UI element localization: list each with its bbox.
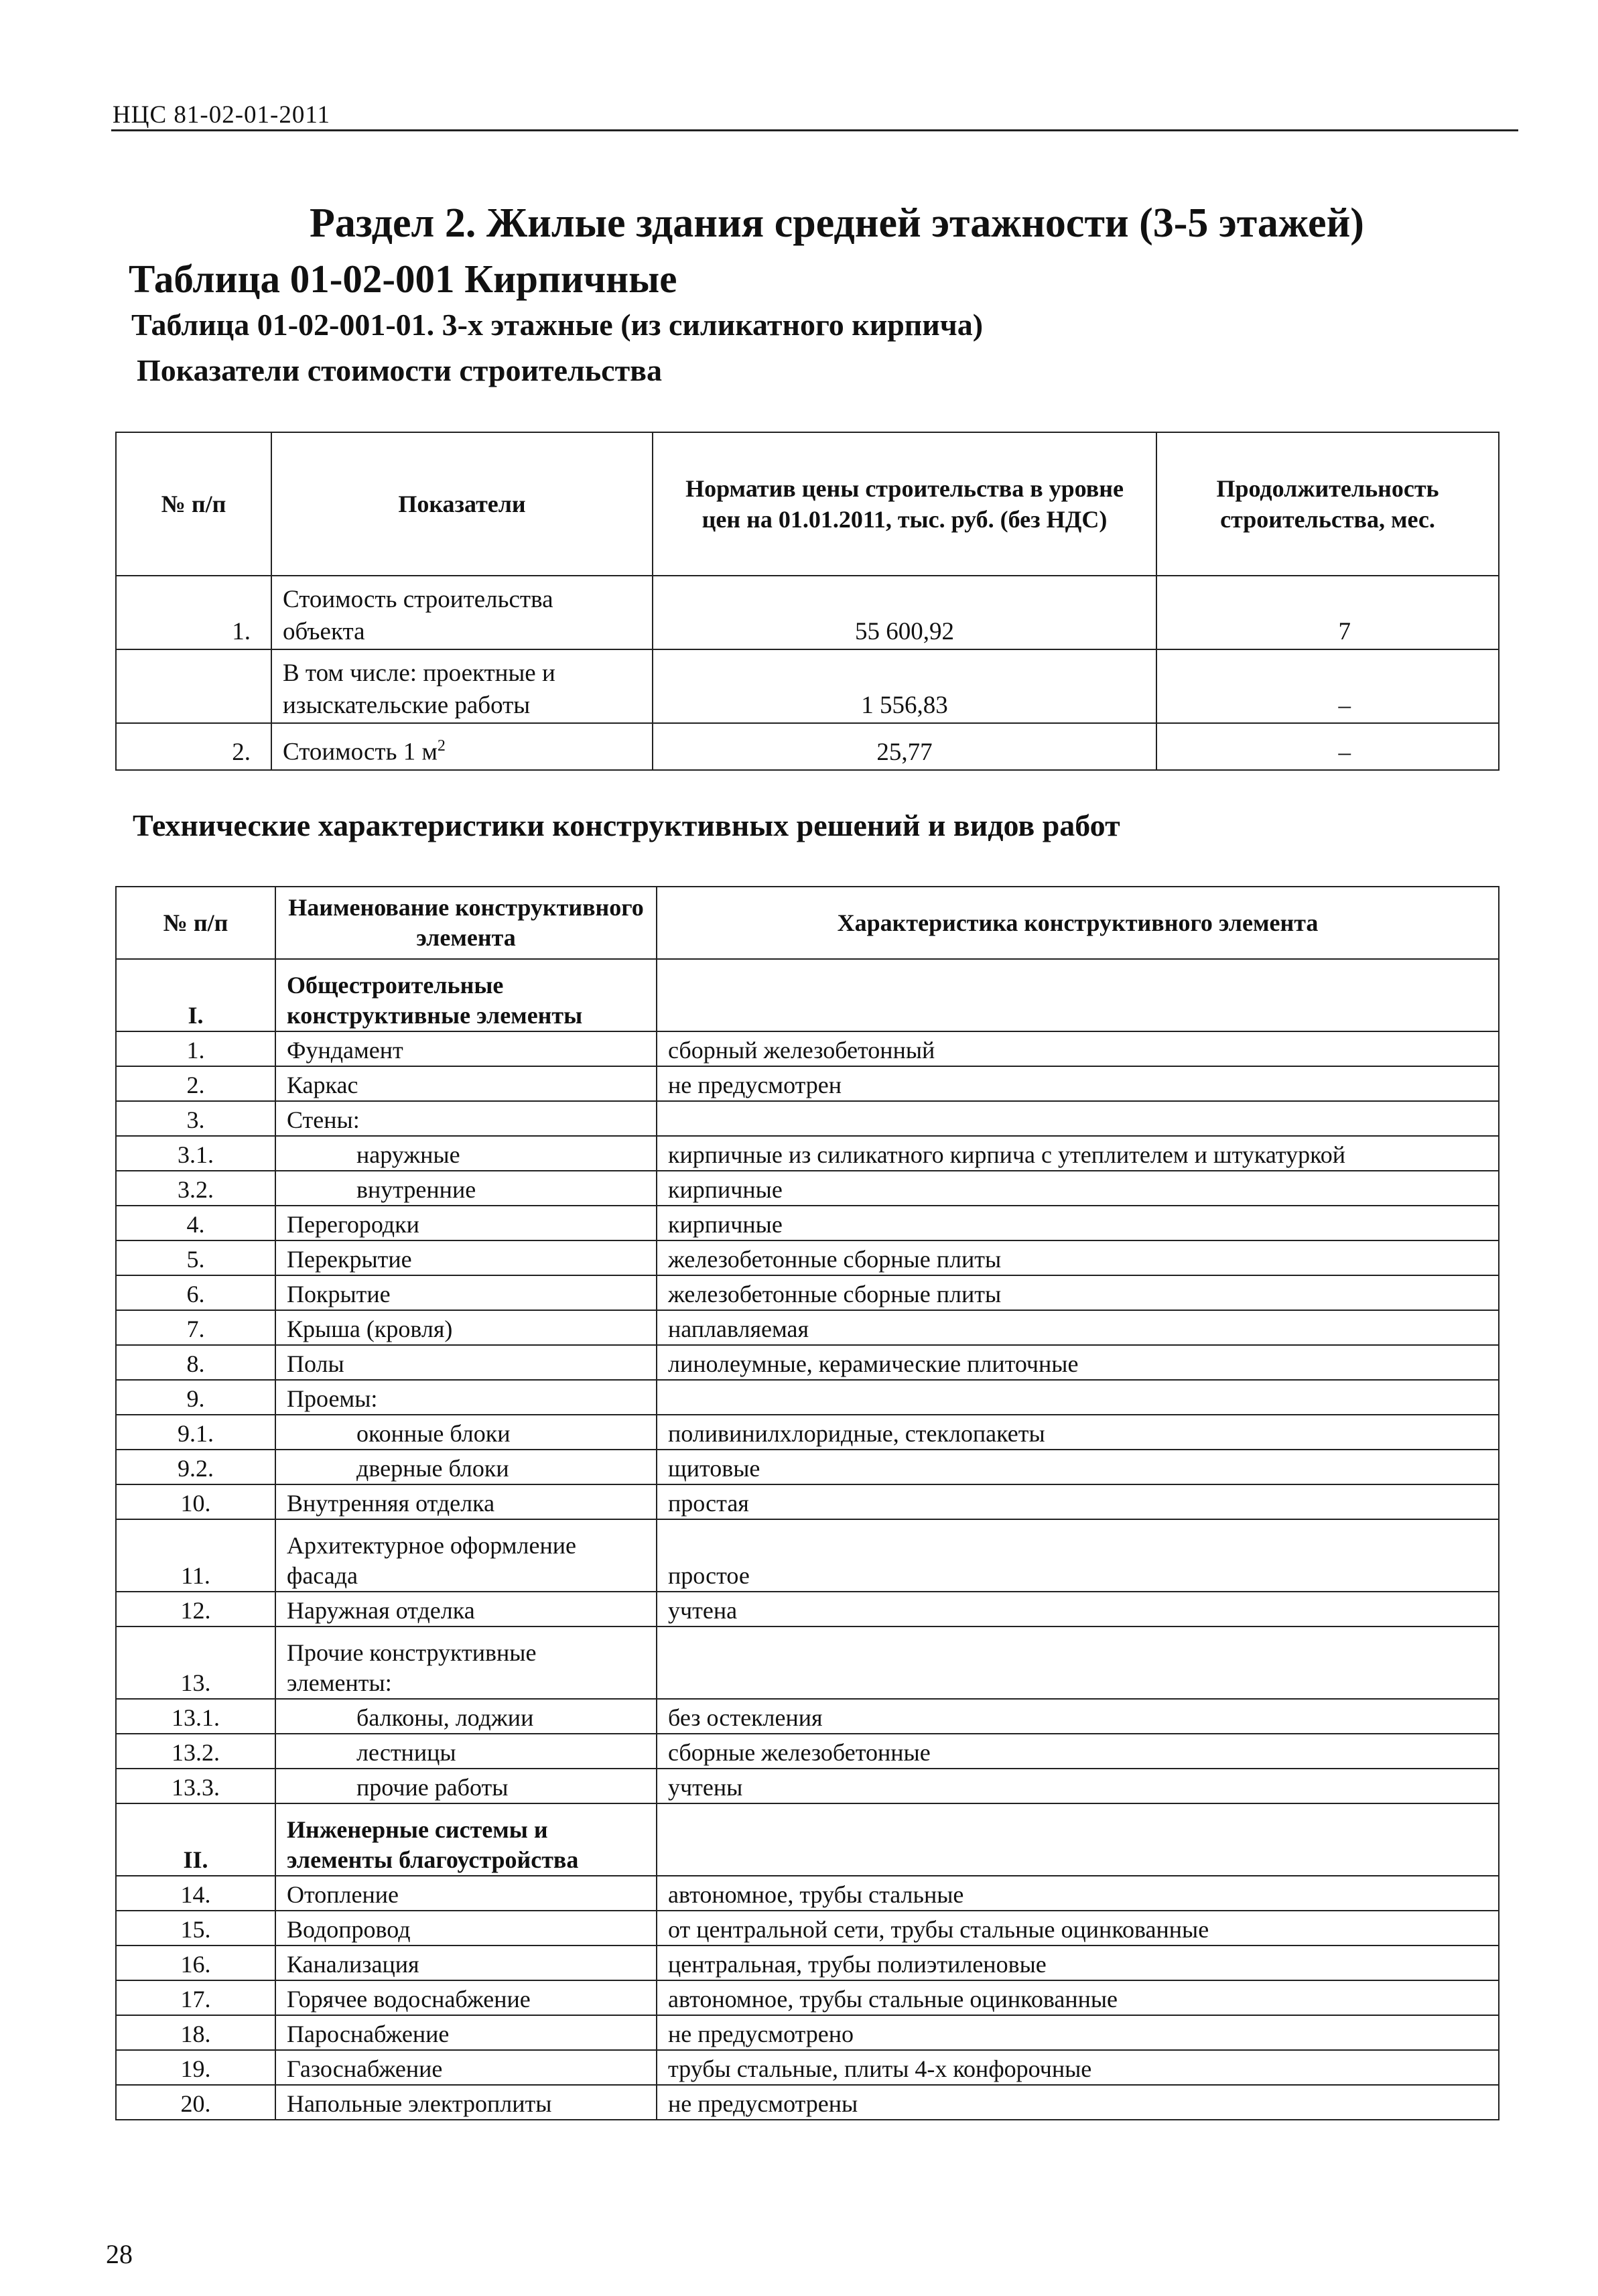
row-element-characteristic: кирпичные	[657, 1171, 1499, 1206]
row-element-name: Отопление	[275, 1876, 657, 1911]
row-num: 13.2.	[116, 1734, 275, 1769]
row-element-characteristic: сборные железобетонные	[657, 1734, 1499, 1769]
row-element-name: Внутренняя отделка	[275, 1484, 657, 1519]
row-element-name: Канализация	[275, 1946, 657, 1980]
row-duration: –	[1156, 723, 1499, 770]
row-num: 12.	[116, 1592, 275, 1627]
row-element-name: Прочие конструктивные элементы:	[275, 1627, 657, 1699]
row-num: 1.	[116, 1031, 275, 1066]
row-element-name: балконы, лоджии	[275, 1699, 657, 1734]
row-element-name: Стены:	[275, 1101, 657, 1136]
table-row	[116, 1031, 1499, 1066]
row-num: 9.	[116, 1380, 275, 1415]
row-element-characteristic: не предусмотрено	[657, 2015, 1499, 2050]
row-element-name: дверные блоки	[275, 1450, 657, 1484]
row-element-name: Каркас	[275, 1066, 657, 1101]
row-element-characteristic: автономное, трубы стальные	[657, 1876, 1499, 1911]
table-row	[116, 1980, 1499, 2015]
table-row	[116, 2015, 1499, 2050]
row-num: 11.	[116, 1519, 275, 1592]
table-row	[116, 1275, 1499, 1310]
document-code: НЦС 81-02-01-2011	[113, 101, 330, 129]
table-row	[116, 2050, 1499, 2085]
row-num: 6.	[116, 1275, 275, 1310]
cost-table-header-row	[116, 432, 1499, 576]
row-num: 20.	[116, 2085, 275, 2120]
row-duration: –	[1156, 649, 1499, 723]
header-element-name: Наименование конструктивного элемента	[275, 887, 657, 959]
row-indicator-text: Стоимость 1 м	[283, 738, 438, 766]
table-row	[116, 2085, 1499, 2120]
row-element-characteristic: без остекления	[657, 1699, 1499, 1734]
table-row	[116, 1380, 1499, 1415]
row-element-characteristic: кирпичные из силикатного кирпича с утеплителем и штукатуркой	[657, 1136, 1499, 1171]
row-indicator: В том числе: проектные и изыскательские работы	[271, 649, 653, 723]
row-element-characteristic: кирпичные	[657, 1206, 1499, 1240]
row-element-name: Водопровод	[275, 1911, 657, 1946]
row-element-name: Инженерные системы и элементы благоустройства	[275, 1803, 657, 1876]
row-element-name: прочие работы	[275, 1769, 657, 1803]
row-num: 3.2.	[116, 1171, 275, 1206]
table-row	[116, 1206, 1499, 1240]
row-num: 1.	[116, 576, 271, 649]
row-duration: 7	[1156, 576, 1499, 649]
row-element-name: Покрытие	[275, 1275, 657, 1310]
tech-characteristics-heading: Технические характеристики конструктивных решений и видов работ	[133, 808, 1120, 842]
row-norm: 25,77	[653, 723, 1156, 770]
row-element-name: Проемы:	[275, 1380, 657, 1415]
row-element-characteristic	[657, 1627, 1499, 1699]
row-element-characteristic	[657, 1380, 1499, 1415]
header-duration: Продолжительность строительства, мес.	[1156, 432, 1499, 576]
header-norm: Норматив цены строительства в уровне цен на 01.01.2011, тыс. руб. (без НДС)	[653, 432, 1156, 576]
table-row	[116, 1627, 1499, 1699]
row-element-name: Пароснабжение	[275, 2015, 657, 2050]
row-element-name: Архитектурное оформление фасада	[275, 1519, 657, 1592]
row-element-characteristic: учтены	[657, 1769, 1499, 1803]
row-element-characteristic: не предусмотрен	[657, 1066, 1499, 1101]
header-num: № п/п	[116, 432, 271, 576]
table-row	[116, 959, 1499, 1031]
row-indicator: Стоимость строительства объекта	[271, 576, 653, 649]
row-num: 14.	[116, 1876, 275, 1911]
page-number: 28	[106, 2239, 133, 2269]
table-row	[116, 1101, 1499, 1136]
row-num: 8.	[116, 1345, 275, 1380]
header-divider	[111, 129, 1518, 131]
row-num: 15.	[116, 1911, 275, 1946]
row-element-characteristic: автономное, трубы стальные оцинкованные	[657, 1980, 1499, 2015]
row-num: I.	[116, 959, 275, 1031]
table-row	[116, 1136, 1499, 1171]
subtable-title: Таблица 01-02-001-01. 3-х этажные (из силикатного кирпича)	[131, 308, 984, 342]
row-element-name: Газоснабжение	[275, 2050, 657, 2085]
row-element-name: Крыша (кровля)	[275, 1310, 657, 1345]
table-row	[116, 1946, 1499, 1980]
table-row	[116, 576, 1499, 649]
row-element-name: Напольные электроплиты	[275, 2085, 657, 2120]
row-element-name: наружные	[275, 1136, 657, 1171]
row-norm: 1 556,83	[653, 649, 1156, 723]
row-element-characteristic: щитовые	[657, 1450, 1499, 1484]
header-element-characteristic: Характеристика конструктивного элемента	[657, 887, 1499, 959]
table-row	[116, 1911, 1499, 1946]
table-row	[116, 1592, 1499, 1627]
row-indicator	[271, 723, 653, 770]
table-row	[116, 1066, 1499, 1101]
table-title: Таблица 01-02-001 Кирпичные	[129, 257, 677, 301]
cost-indicators-table	[115, 432, 1500, 771]
section-title: Раздел 2. Жилые здания средней этажности (3-5 этажей)	[310, 200, 1364, 246]
row-num: 10.	[116, 1484, 275, 1519]
row-element-characteristic: железобетонные сборные плиты	[657, 1275, 1499, 1310]
table-row	[116, 1769, 1499, 1803]
row-element-name: Полы	[275, 1345, 657, 1380]
row-element-characteristic: линолеумные, керамические плиточные	[657, 1345, 1499, 1380]
row-element-characteristic: наплавляемая	[657, 1310, 1499, 1345]
row-num	[116, 649, 271, 723]
header-indicator: Показатели	[271, 432, 653, 576]
row-element-name: Общестроительные конструктивные элементы	[275, 959, 657, 1031]
header-num: № п/п	[116, 887, 275, 959]
row-num: 9.2.	[116, 1450, 275, 1484]
table-row	[116, 1240, 1499, 1275]
square-superscript: 2	[437, 737, 446, 755]
tech-table-header-row	[116, 887, 1499, 959]
row-num: 4.	[116, 1206, 275, 1240]
row-element-name: Фундамент	[275, 1031, 657, 1066]
row-num: 13.1.	[116, 1699, 275, 1734]
row-num: 3.1.	[116, 1136, 275, 1171]
table-row	[116, 1171, 1499, 1206]
row-element-characteristic: не предусмотрены	[657, 2085, 1499, 2120]
table-row	[116, 1450, 1499, 1484]
row-element-characteristic: центральная, трубы полиэтиленовые	[657, 1946, 1499, 1980]
row-element-name: лестницы	[275, 1734, 657, 1769]
row-num: 3.	[116, 1101, 275, 1136]
row-num: 17.	[116, 1980, 275, 2015]
row-num: 2.	[116, 723, 271, 770]
row-element-characteristic	[657, 1101, 1499, 1136]
row-num: 19.	[116, 2050, 275, 2085]
table-row	[116, 1699, 1499, 1734]
row-element-characteristic: трубы стальные, плиты 4-х конфорочные	[657, 2050, 1499, 2085]
row-element-characteristic: сборный железобетонный	[657, 1031, 1499, 1066]
row-element-characteristic: учтена	[657, 1592, 1499, 1627]
row-element-characteristic: от центральной сети, трубы стальные оцинкованные	[657, 1911, 1499, 1946]
row-element-characteristic: поливинилхлоридные, стеклопакеты	[657, 1415, 1499, 1450]
table-row	[116, 1876, 1499, 1911]
row-element-name: внутренние	[275, 1171, 657, 1206]
table-row	[116, 1519, 1499, 1592]
table-row	[116, 1415, 1499, 1450]
row-num: 7.	[116, 1310, 275, 1345]
row-element-characteristic: железобетонные сборные плиты	[657, 1240, 1499, 1275]
cost-indicators-heading: Показатели стоимости строительства	[137, 353, 663, 387]
row-element-characteristic	[657, 959, 1499, 1031]
row-num: 5.	[116, 1240, 275, 1275]
row-element-name: Перекрытие	[275, 1240, 657, 1275]
table-row	[116, 649, 1499, 723]
table-row	[116, 1734, 1499, 1769]
row-num: II.	[116, 1803, 275, 1876]
row-element-name: Наружная отделка	[275, 1592, 657, 1627]
table-row	[116, 1345, 1499, 1380]
row-num: 2.	[116, 1066, 275, 1101]
row-num: 13.	[116, 1627, 275, 1699]
row-num: 16.	[116, 1946, 275, 1980]
row-element-name: Перегородки	[275, 1206, 657, 1240]
row-norm: 55 600,92	[653, 576, 1156, 649]
table-row	[116, 723, 1499, 770]
table-row	[116, 1310, 1499, 1345]
tech-characteristics-table	[115, 886, 1500, 2120]
row-element-name: Горячее водоснабжение	[275, 1980, 657, 2015]
row-element-characteristic: простое	[657, 1519, 1499, 1592]
table-row	[116, 1803, 1499, 1876]
row-element-characteristic	[657, 1803, 1499, 1876]
row-num: 9.1.	[116, 1415, 275, 1450]
row-num: 18.	[116, 2015, 275, 2050]
row-element-name: оконные блоки	[275, 1415, 657, 1450]
row-element-characteristic: простая	[657, 1484, 1499, 1519]
row-num: 13.3.	[116, 1769, 275, 1803]
table-row	[116, 1484, 1499, 1519]
